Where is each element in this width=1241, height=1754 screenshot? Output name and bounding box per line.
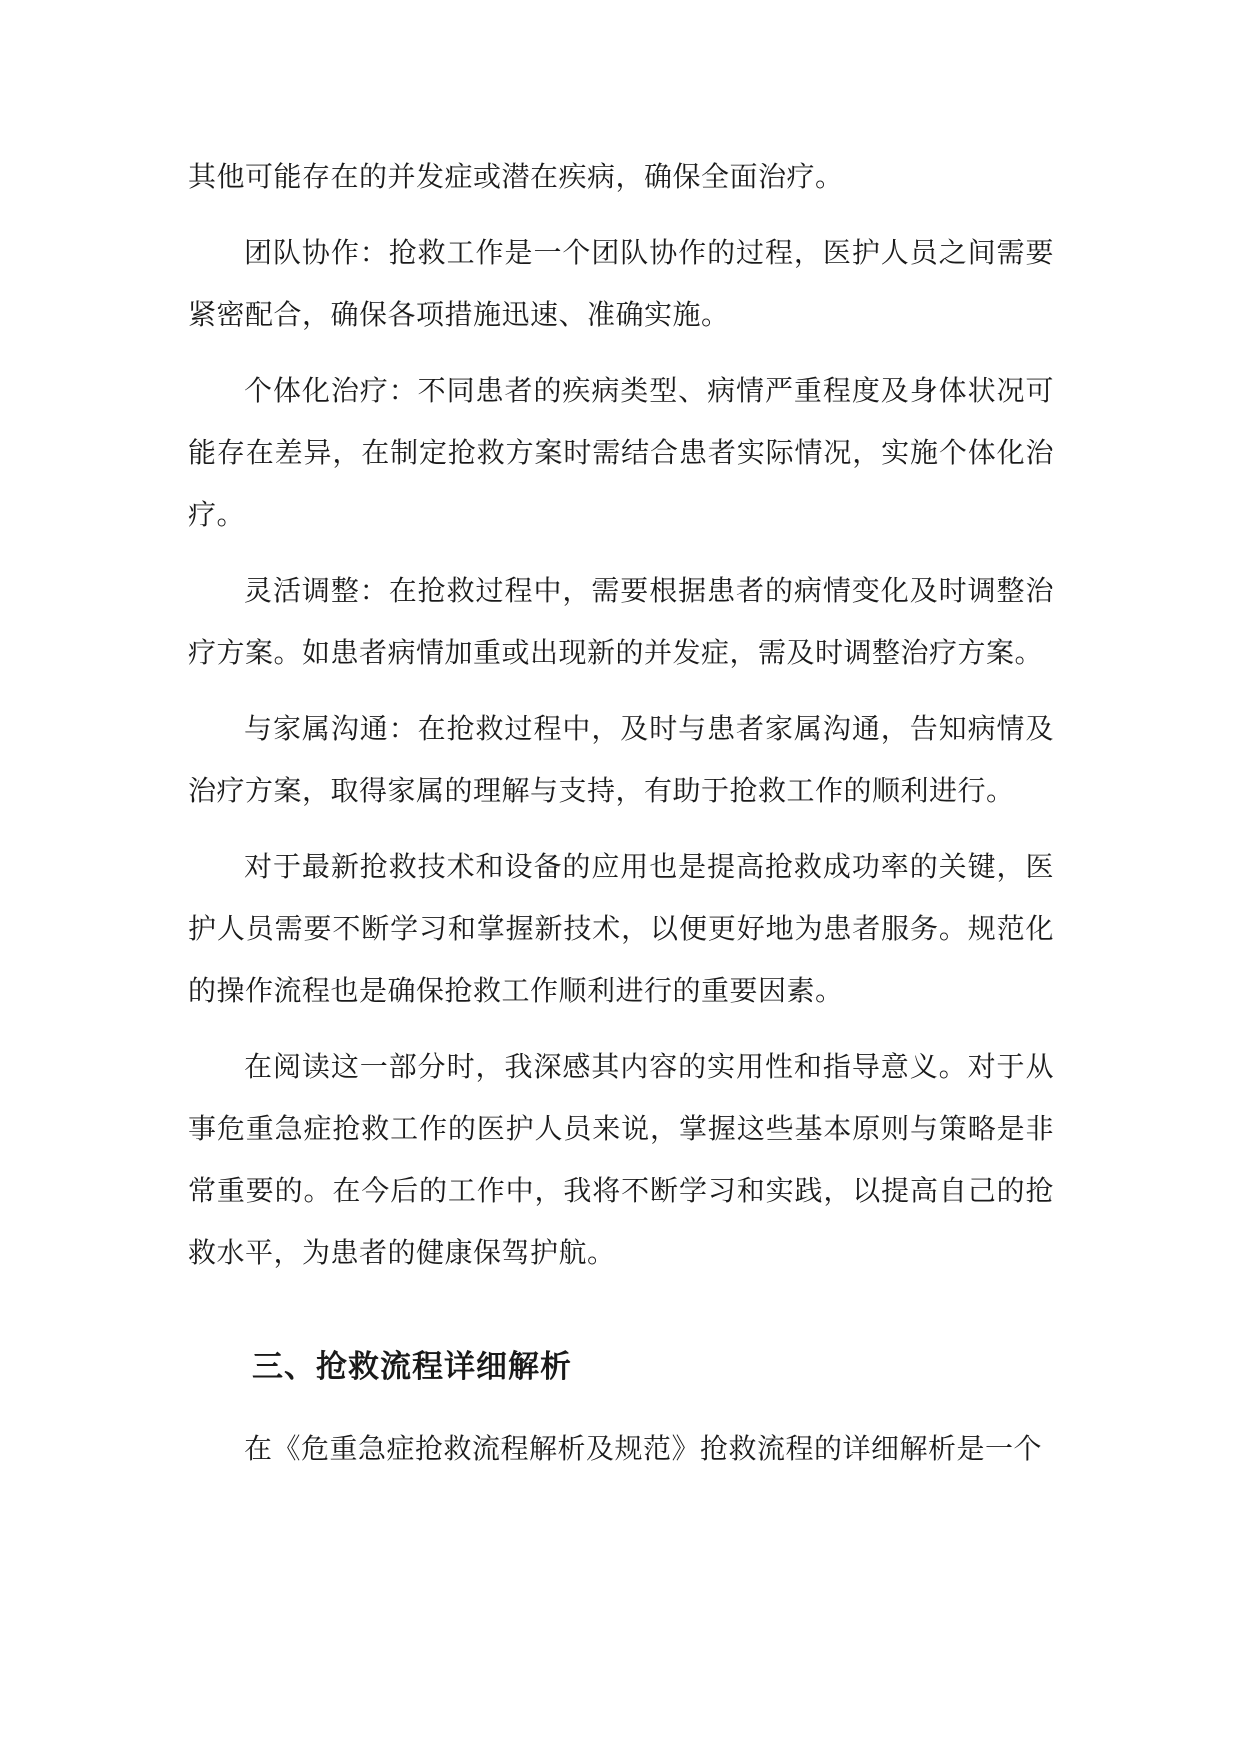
paragraph-individualized-treatment: 个体化治疗：不同患者的疾病类型、病情严重程度及身体状况可能存在差异，在制定抢救方案时需结合患者实际情况，实施个体化治疗。	[188, 374, 1054, 531]
paragraph-family-communication: 与家属沟通：在抢救过程中，及时与患者家属沟通，告知病情及治疗方案，取得家属的理解与支持，有助于抢救工作的顺利进行。	[188, 712, 1054, 807]
paragraph-section-intro: 在《危重急症抢救流程解析及规范》抢救流程的详细解析是一个	[244, 1432, 1043, 1465]
section-heading: 三、抢救流程详细解析	[252, 1349, 572, 1385]
paragraph-team-collaboration: 团队协作：抢救工作是一个团队协作的过程，医护人员之间需要紧密配合，确保各项措施迅速、准确实施。	[188, 236, 1054, 331]
paragraph-continuation: 其他可能存在的并发症或潜在疾病，确保全面治疗。	[188, 160, 844, 193]
paragraph-reflection: 在阅读这一部分时，我深感其内容的实用性和指导意义。对于从事危重急症抢救工作的医护人员来说，掌握这些基本原则与策略是非常重要的。在今后的工作中，我将不断学习和实践，以提高自己的抢救水平，为患者的健康保驾护航。	[188, 1050, 1054, 1269]
document-body	[188, 146, 1054, 1494]
paragraph-new-technology: 对于最新抢救技术和设备的应用也是提高抢救成功率的关键，医护人员需要不断学习和掌握新技术，以便更好地为患者服务。规范化的操作流程也是确保抢救工作顺利进行的重要因素。	[188, 850, 1054, 1007]
paragraph-flexible-adjustment: 灵活调整：在抢救过程中，需要根据患者的病情变化及时调整治疗方案。如患者病情加重或出现新的并发症，需及时调整治疗方案。	[188, 574, 1054, 669]
